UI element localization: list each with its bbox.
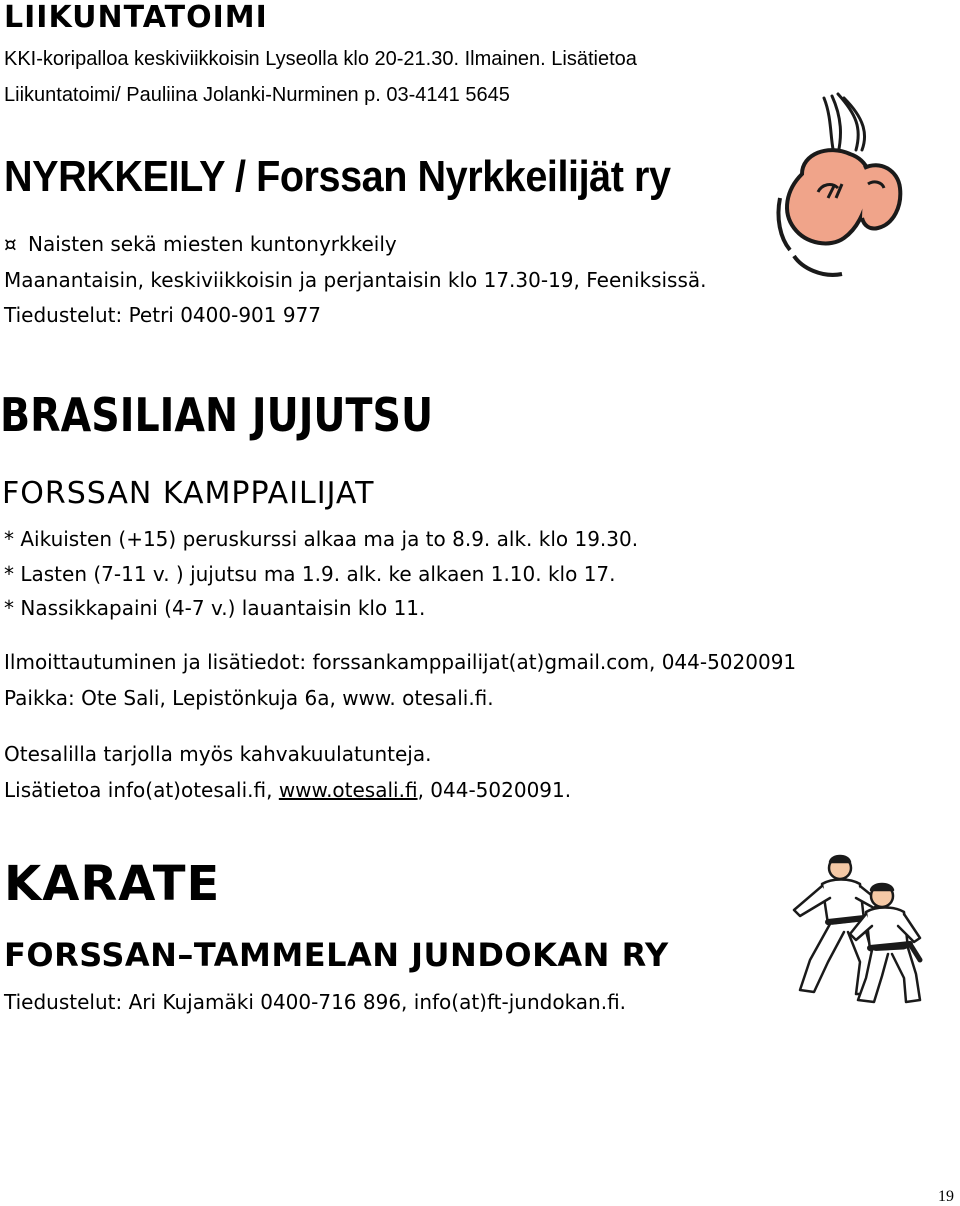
bullet-icon: ¤ — [4, 232, 17, 256]
nyrkkeily-subtitle: Naisten sekä miesten kuntonyrkkeily — [28, 232, 397, 256]
karate-club: FORSSAN–TAMMELAN JUNDOKAN RY — [4, 936, 669, 974]
karate-fighters-icon — [770, 850, 940, 1010]
otesali-link[interactable]: www.otesali.fi — [278, 778, 418, 802]
nyrkkeily-line-1: Maanantaisin, keskiviikkoisin ja perjantaisin klo 17.30-19, Feeniksissä. — [4, 268, 707, 292]
jujutsu-item-3: * Nassikkapaini (4-7 v.) lauantaisin klo 11. — [4, 596, 426, 620]
section-title-liikunta: LIIKUNTATOIMI — [4, 0, 268, 35]
jujutsu-club: FORSSAN KAMPPAILIJAT — [2, 476, 375, 511]
nyrkkeily-line-2: Tiedustelut: Petri 0400-901 977 — [4, 303, 322, 327]
jujutsu-extra-2-pre: Lisätietoa info(at)otesali.fi, — [4, 778, 279, 802]
page-number: 19 — [938, 1188, 954, 1205]
jujutsu-contact-1: Ilmoittautuminen ja lisätiedot: forssankamppailijat(at)gmail.com, 044-5020091 — [4, 650, 797, 674]
section-title-jujutsu: BRASILIAN JUJUTSU — [0, 388, 434, 442]
section-title-karate: KARATE — [4, 856, 221, 912]
jujutsu-extra-2-post: , 044-5020091. — [417, 778, 572, 802]
liikunta-line-2: Liikuntatoimi/ Pauliina Jolanki-Nurminen p. 03-4141 5645 — [4, 84, 510, 106]
jujutsu-item-2: * Lasten (7-11 v. ) jujutsu ma 1.9. alk. ke alkaen 1.10. klo 17. — [4, 562, 616, 586]
karate-contact: Tiedustelut: Ari Kujamäki 0400-716 896, info(at)ft-jundokan.fi. — [4, 990, 627, 1014]
jujutsu-item-1: * Aikuisten (+15) peruskurssi alkaa ma ja to 8.9. alk. klo 19.30. — [4, 527, 639, 551]
liikunta-line-1: KKI-koripalloa keskiviikkoisin Lyseolla klo 20-21.30. Ilmainen. Lisätietoa — [4, 48, 637, 70]
section-title-nyrkkeily: NYRKKEILY / Forssan Nyrkkeilijät ry — [4, 152, 671, 201]
jujutsu-extra-1: Otesalilla tarjolla myös kahvakuulatunteja. — [4, 742, 432, 766]
jujutsu-contact-2: Paikka: Ote Sali, Lepistönkuja 6a, www. otesali.fi. — [4, 686, 494, 710]
boxing-gloves-icon — [772, 88, 912, 288]
jujutsu-extra-2 — [4, 778, 571, 802]
